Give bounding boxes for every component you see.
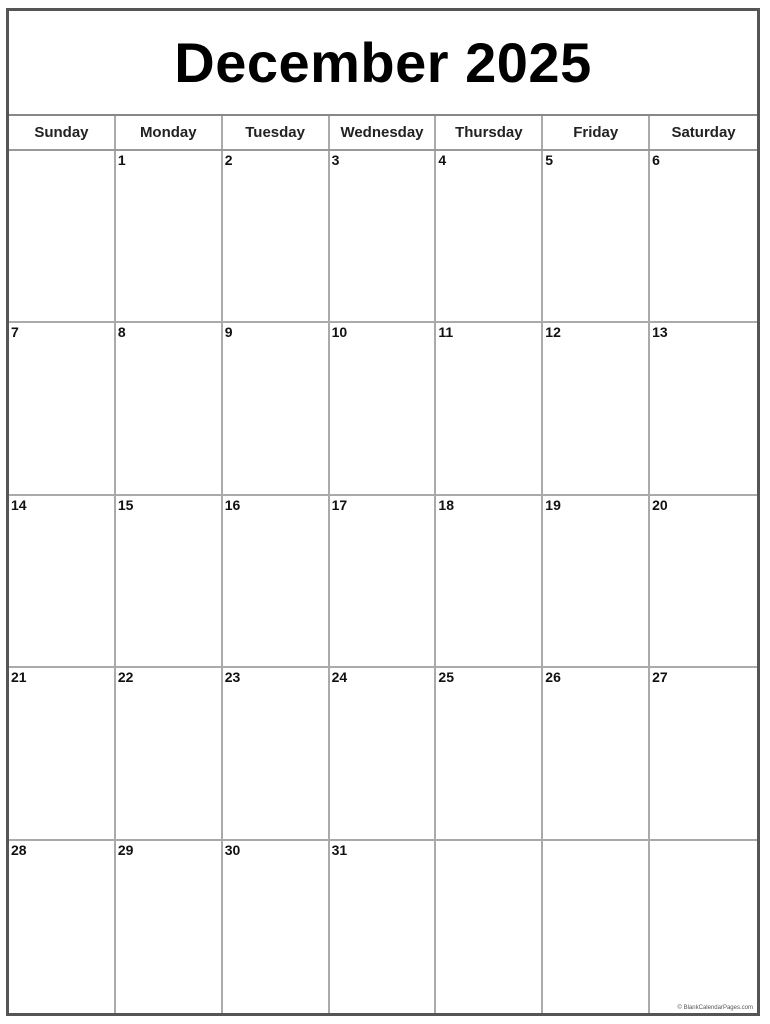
day-cell [330, 841, 437, 1013]
day-cell [223, 496, 330, 668]
day-cell [650, 323, 757, 495]
day-number: 5 [545, 152, 554, 168]
weekday-saturday: Saturday [671, 124, 736, 141]
day-number: 7 [11, 324, 19, 341]
watermark: © BlankCalendarPages.com [677, 1004, 753, 1011]
day-cell [223, 151, 330, 323]
weekday-tuesday: Tuesday [223, 116, 330, 149]
calendar-title: December 2025 [174, 31, 592, 94]
day-cell [650, 151, 757, 323]
day-cell [436, 323, 543, 495]
day-cell [116, 668, 223, 840]
weekday-header [9, 116, 757, 151]
day-number: 11 [438, 324, 454, 341]
day-number: 18 [438, 496, 454, 513]
day-cell [543, 841, 650, 1013]
day-number: 3 [331, 152, 340, 168]
weekday-thursday: Thursday [436, 116, 543, 149]
day-cell [116, 151, 223, 323]
day-cell [9, 323, 116, 495]
day-cell [116, 323, 223, 495]
day-number: 28 [11, 841, 27, 858]
day-cell [9, 668, 116, 840]
day-number: 12 [545, 324, 561, 341]
day-number: 31 [331, 841, 348, 858]
weekday-wednesday: Wednesday [330, 116, 437, 149]
weekday-monday: Monday [116, 116, 223, 149]
day-number: 14 [11, 496, 27, 513]
day-cell [223, 323, 330, 495]
day-cell [543, 151, 650, 323]
calendar [6, 8, 760, 1016]
day-number: 2 [224, 152, 233, 168]
day-cell [9, 496, 116, 668]
day-number: 17 [331, 496, 348, 513]
day-number: 23 [224, 669, 241, 686]
day-cell [543, 496, 650, 668]
day-number: 29 [117, 841, 134, 858]
day-number: 6 [652, 152, 660, 168]
day-cell [436, 496, 543, 668]
day-number: 25 [438, 669, 454, 686]
day-number: 1 [117, 152, 126, 168]
day-cell [330, 151, 437, 323]
day-cell [436, 668, 543, 840]
day-cell [330, 323, 437, 495]
day-number: 16 [224, 496, 241, 513]
day-cell [330, 496, 437, 668]
day-cell [543, 323, 650, 495]
day-number: 9 [224, 324, 233, 341]
day-cell [223, 668, 330, 840]
day-cell [330, 668, 437, 840]
day-number: 10 [331, 324, 348, 341]
day-number: 8 [117, 324, 126, 341]
day-number: 19 [545, 496, 561, 513]
day-cell [9, 841, 116, 1013]
day-number: 13 [652, 324, 668, 341]
day-number: 20 [652, 496, 668, 513]
day-cell [436, 841, 543, 1013]
day-number: 15 [117, 496, 134, 513]
day-cell [650, 841, 757, 1013]
day-cell [223, 841, 330, 1013]
day-cell [436, 151, 543, 323]
day-cell [116, 496, 223, 668]
day-number: 22 [117, 669, 134, 686]
day-cell [650, 496, 757, 668]
weekday-sunday: Sunday [9, 116, 116, 149]
day-number: 26 [545, 669, 561, 686]
day-number: 24 [331, 669, 348, 686]
day-cell [116, 841, 223, 1013]
day-number: 4 [438, 152, 447, 168]
day-cell [543, 668, 650, 840]
day-cell [9, 151, 116, 323]
title-bar [9, 11, 757, 116]
day-cell [650, 668, 757, 840]
weekday-friday: Friday [543, 116, 650, 149]
day-number: 21 [11, 669, 27, 686]
day-number: 27 [652, 669, 668, 686]
day-number: 30 [224, 841, 241, 858]
day-grid [9, 151, 757, 1013]
